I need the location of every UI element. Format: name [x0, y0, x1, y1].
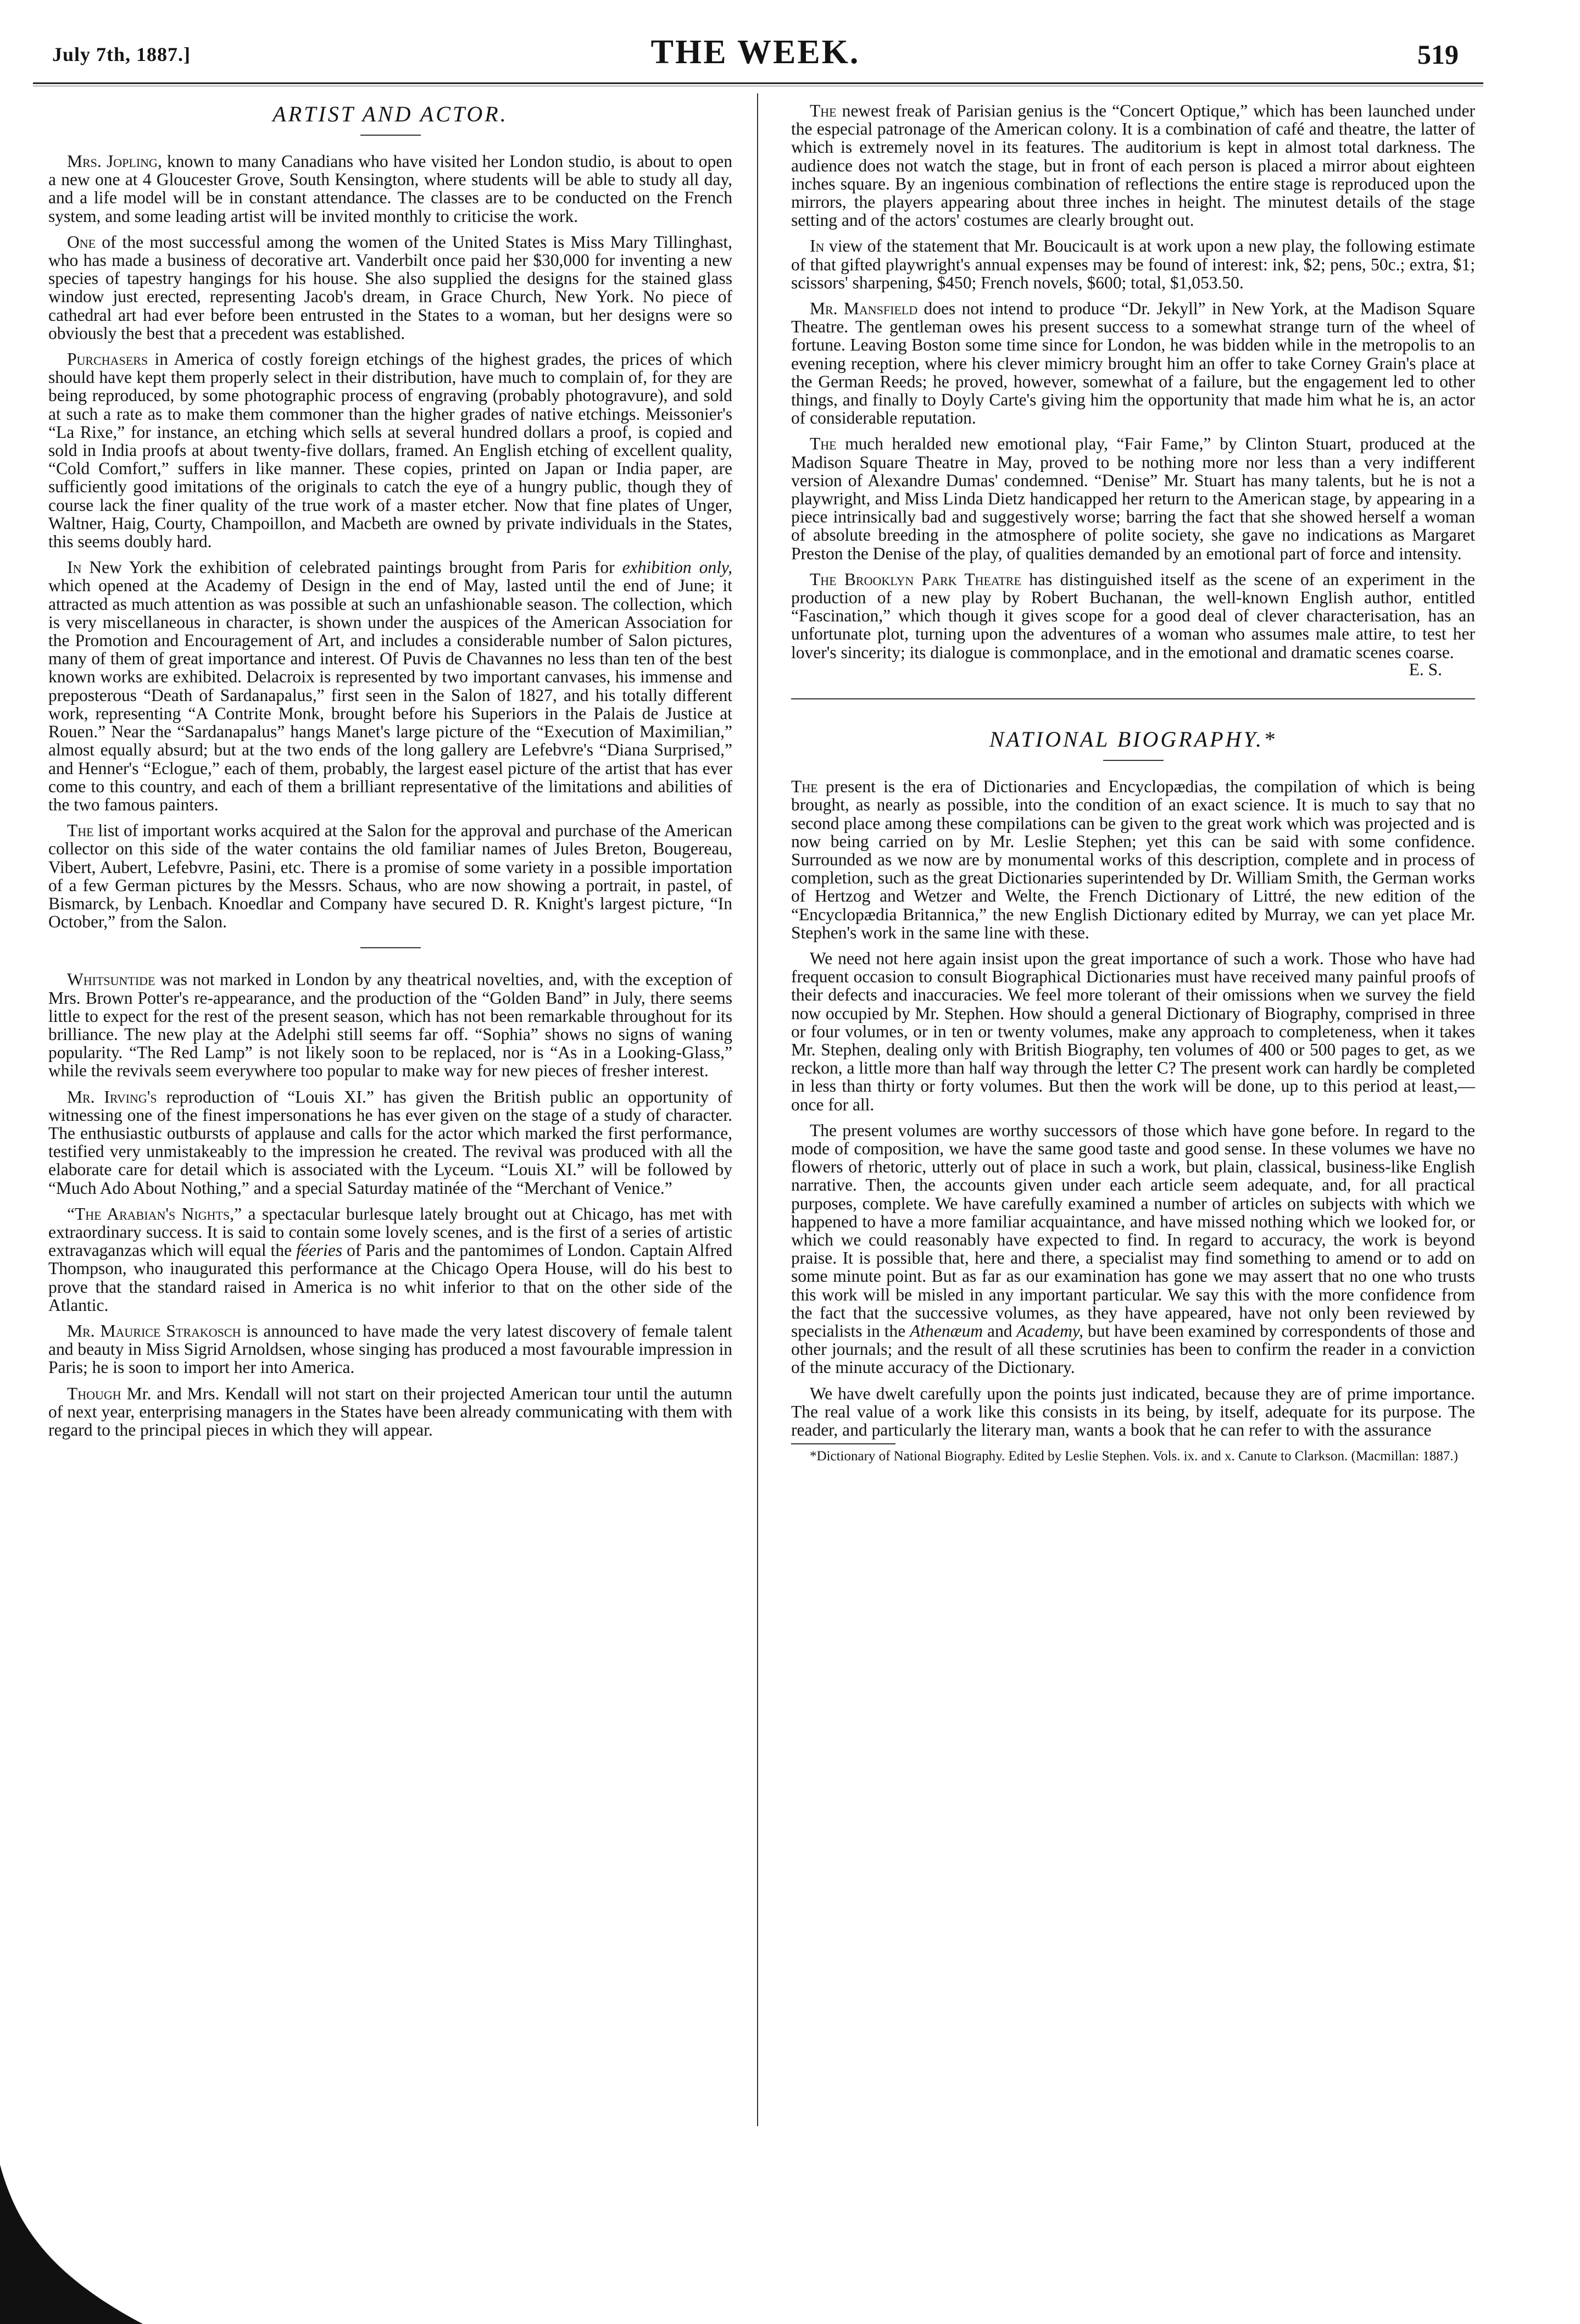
footnote: *Dictionary of National Biography. Edited by Leslie Stephen. Vols. ix. and x. Canute to Clarkson. (Macmillan: 1887.) [810, 1449, 1458, 1464]
masthead [52, 33, 1459, 77]
section-break-rule [791, 698, 1475, 699]
paragraph-text: does not intend to produce “Dr. Jekyll” in New York, at the Madison Square Theatre. The gentleman owes his present success to a somewhat strange turn of the wheel of fortune. Leaving Boston some time since for London, he was bidden while in the metropolis to an evening reception, where his clever mimicry brought him an offer to take Corney Grain's place at the German Reeds; he proved, however, somewhat of a failure, but the engagement led to other things, and finally to Doyly Carte's giving him the opportunity that made him what he is, an actor of considerable reputation. [791, 299, 1476, 428]
emphasis-text: exhibition only, [622, 558, 733, 577]
issue-date: July 7th, 1887.] [52, 43, 191, 65]
paragraph-new-york-exhibition [48, 558, 732, 814]
paragraph-text: view of the statement that Mr. Boucicault is at work upon a new play, the following estimate of that gifted playwright's annual expenses may be found of interest: ink, $2; pens, 50c.; extra, $1; scissors' sharpening, $450; French novels, $600; total, $1,053.50. [791, 236, 1475, 292]
paragraph-text: is announced to have made the very latest discovery of female talent and beauty in Miss Sigrid Arnoldsen, whose singing has produced a most favourable impression in Paris; he is soon to import her into America. [48, 1321, 733, 1377]
paragraph-text: a spectacular burlesque lately brought out at Chicago, has met with extraordinary success. It is said to contain some lovely scenes, and is the first of a series of artistic extravaganzas which will equal the [48, 1204, 732, 1260]
paragraph-text: of Paris and the pantomimes of London. Captain Alfred Thompson, who inaugurated this performance at the Chicago Opera House, will do his best to prove that the standard raised in America is no whit inferior to that on the other side of the Atlantic. [48, 1241, 732, 1315]
title-rule [1103, 760, 1164, 761]
paragraph-text: in America of costly foreign etchings of the highest grades, the prices of which should have kept them properly select in their distribution, have much to complain of, for they are being reproduced, by some photographic process of engraving (probably photogravure), and sold at such a rate as to make them commoner than the higher grades of native etchings. Meissonier's “La Rixe,” for instance, an etching which sells at several hundred dollars a proof, is copied and sold in India proofs at about twenty-five dollars, framed. An English etching of excellent quality, “Cold Comfort,” suffers in like manner. These copies, printed on Japan or India paper, are sufficiently good imitations of the originals to catch the eye of a hungry public, though they of course lack the finer quality of the true work of a master etcher. Now that fine plates of Unger, Waltner, Haig, Courty, Champoillon, and Macbeth are owned by private individuals in the States, this seems doubly hard. [48, 349, 732, 552]
paragraph-text: but have been examined by correspondents of those and other journals; and the result of all these scrutinies has been to confirm the reader in a conviction of the minute accuracy of the Dictionary. [791, 1321, 1476, 1377]
lead-word: Mrs. Jopling, [67, 152, 162, 171]
lead-word: Purchasers [67, 349, 148, 369]
page-corner-shadow [0, 2159, 143, 2324]
lead-word: The [67, 821, 94, 841]
lead-word: Mr. Irving's [67, 1087, 157, 1107]
paragraph-text: We need not here again insist upon the great importance of such a work. Those who have had frequent occasion to consult Biographical Dictionaries must have received many painful proofs of their defects and inaccuracies. We feel more tolerant of their omissions when we survey the field now occupied by Mr. Stephen. How should a general Dictionary of Biography, comprised in three or four volumes, or in ten or twenty volumes, make any approach to completeness, when it takes Mr. Stephen, dealing only with British Biography, ten volumes of 400 or 500 pages to get, as we reckon, a little more than half way through the letter C? The present work can hardly be completed in less than thirty or forty volumes. But then the work will be done, up to this period at least,—once for all. [791, 948, 1475, 1114]
paragraph-text: and [983, 1321, 1017, 1341]
paragraph-text: New York the exhibition of celebrated paintings brought from Paris for [81, 558, 622, 577]
paragraph-text: We have dwelt carefully upon the points just indicated, because they are of prime importance. The real value of a work like this consists in its being, by itself, adequate for its purpose. The reader, and particularly the literary man, wants a book that he can refer to with the assurance [791, 1383, 1475, 1439]
lead-word: “The Arabian's Nights,” [67, 1204, 242, 1224]
header-rule [33, 82, 1483, 84]
paragraph-boucicault [791, 237, 1475, 292]
paragraph-text: newest freak of Parisian genius is the “Concert Optique,” which has been launched under the especial patronage of the American colony. It is a combination of café and theatre, the latter of which is extremely novel in its features. The auditorium is kept in almost total darkness. The audience does not watch the stage, but in front of each person is placed a mirror about eighteen inches square. By an ingenious combination of reflections the entire stage is reproduced upon the mirrors, the players appearing about three inches in height. The minutest details of the stage setting and of the actors' costumes are clearly brought out. [791, 101, 1475, 230]
page-number: 519 [1417, 39, 1459, 70]
paragraph-present-volumes [791, 1121, 1475, 1377]
paragraph-text: much heralded new emotional play, “Fair Fame,” by Clinton Stuart, produced at the Madison Square Theatre in May, proved to be nothing more nor less than a very indifferent version of Alexandre Dumas' condemned. “Denise” Mr. Stuart has many talents, but he is not a playwright, and Miss Linda Dietz handicapped her return to the American stage, by appearing in a piece intrinsically bad and suggestively worse; barring the fact that she showed herself a woman of absolute breeding in the atmosphere of polite society, she gave no indications as Margaret Preston the Denise of the play, of qualities demanded by an emotional part of force and intensity. [791, 434, 1475, 563]
paragraph-tillinghast [48, 233, 732, 342]
title-rule [360, 135, 421, 136]
author-signature: E. S. [1409, 659, 1442, 679]
paragraph-text: The present volumes are worthy successors of those which have gone before. In regard to the mode of composition, we have the same good taste and good sense. In these volumes we have no flowers of rhetoric, utterly out of place in such a work, but plain, classical, business-like English narrative. Then, the accounts given under each article seem adequate, and, for all practical purposes, complete. We have carefully examined a number of articles on subjects with which we happened to have a more familiar acquaintance, and have missed nothing which we looked for, or which we could reasonably have expected to find. In regard to accuracy, the work is beyond praise. It is possible that, here and there, a specialist may find something to amend or to add on some minute point. But as far as our examination has gone we may assert that no one who trusts this work will be misled in any important particular. We say this with the more confidence from the fact that the successive volumes, as they have appeared, have not only been reviewed by specialists in the [791, 1120, 1475, 1341]
paragraph-kendall [48, 1385, 732, 1439]
paragraph-purchasers [48, 350, 732, 551]
paragraph-text: which opened at the Academy of Design in the end of May, lasted until the end of June; it attracted as much attention as was possible at such an unfashionable season. The collection, which is very miscellaneous in character, is shown under the auspices of the American Association for the Promotion and Encouragement of Art, and includes a considerable number of Salon pictures, many of them of great importance and interest. Of Puvis de Chavannes no less than ten of the best known works are exhibited. Delacroix is represented by two important canvases, his immense and preposterous “Death of Sardanapalus,” first seen in the Salon of 1827, and his totally different work, representing “A Contrite Monk, brought before his Superiors in the Palais de Justice at Rouen.” Near the “Sardanapalus” hangs Manet's large picture of the “Execution of Maximilian,” almost equally absurd; but at the two ends of the long gallery are Lefebvre's “Diana Surprised,” and Henner's “Eclogue,” each of them, probably, the largest easel picture of the artist that has ever come to this country, and each of them a brilliant representative of the limitations and abilities of the two famous painters. [48, 576, 732, 814]
lead-word: Whitsuntide [67, 970, 155, 989]
lead-word: The [810, 101, 837, 120]
emphasis-text: Athenæum [910, 1321, 983, 1341]
paragraph-text: list of important works acquired at the Salon for the approval and purchase of the American collector on this side of the water contains the old familiar names of Jules Breton, Bougereau, Vibert, Aubert, Lefebvre, Pasini, etc. There is a promise of some variety in a possible importation of a few German pictures by the Messrs. Schaus, who are now showing a portrait, in pastel, of Bismarck, by Lenbach. Knoedlar and Company have secured D. R. Knight's largest picture, “In October,” from the Salon. [48, 821, 732, 932]
right-column [791, 102, 1475, 1464]
paragraph-arabian-nights [48, 1205, 732, 1314]
paragraph-brooklyn-park [791, 570, 1475, 661]
paragraph-strakosch [48, 1322, 732, 1377]
paragraph-prime-importance [791, 1385, 1475, 1439]
paragraph-text: was not marked in London by any theatrical novelties, and, with the exception of Mrs. Brown Potter's re-appearance, and the production of the “Golden Band” in July, there seems little to expect for the rest of the present season, which has not been remarkable throughout for its brilliance. The new play at the Adelphi still seems far off. “Sophia” shows no signs of waning popularity. “The Red Lamp” is not likely soon to be replaced, nor is “As in a Looking-Glass,” while the revivals seem everywhere too popular to make way for new pieces of fresher interest. [48, 970, 732, 1081]
lead-word: Though [67, 1383, 121, 1403]
paragraph-irving [48, 1088, 732, 1197]
paragraph-text: has distinguished itself as the scene of an experiment in the production of a new play by Robert Buchanan, the well-known English author, entitled “Fascination,” which though it gives scope for a good deal of clever characterisation, has an unfortunate plot, turning upon the adventures of a woman who assumes male attire, to test her lover's sincerity; its dialogue is commonplace, and in the emotional and dramatic scenes coarse. [791, 569, 1475, 662]
emphasis-text: Academy, [1016, 1321, 1083, 1341]
lead-word: One [67, 232, 96, 252]
paragraph-concert-optique [791, 102, 1475, 229]
paragraph-dictionaries [791, 777, 1475, 942]
paragraph-text: known to many Canadians who have visited her London studio, is about to open a new one at 4 Gloucester Grove, South Kensington, where students will be able to study all day, and a life model will be in constant attendance. The classes are to be conducted on the French system, and some leading artist will be invited monthly to criticise the work. [48, 152, 732, 226]
paragraph-text: present is the era of Dictionaries and Encyclopædias, the compilation of which is being brought, as nearly as possible, into the condition of an exact science. It is much to say that no second place among these compilations can be given to the great work which was projected and is now being carried on by Mr. Leslie Stephen; yet this can be said with some confidence. Surrounded as we now are by monumental works of this description, complete and in process of completion, such as the great Dictionaries superintended by Dr. William Smith, the German works of Hertzog and Wetzer and Welte, the French Dictionary of Littré, the new edition of the “Encyclopædia Britannica,” the new English Dictionary edited by Murray, we can yet place Mr. Stephen's work in the same line with these. [791, 777, 1475, 942]
paragraph-text: of the most successful among the women of the United States is Miss Mary Tillinghast, who has made a business of decorative art. Vanderbilt once paid her $30,000 for inventing a new species of tapestry hangings for his house. She also supplied the designs for the stained glass window just erected, representing Jacob's dream, in Grace Church, New York. No piece of cathedral art had ever before been entrusted in the States to a woman, but her designs were so obviously the best that a precedent was established. [48, 232, 732, 343]
paragraph-fair-fame [791, 435, 1475, 562]
emphasis-text: féeries [296, 1241, 343, 1260]
lead-word: The [810, 434, 837, 454]
lead-word: In [810, 236, 825, 256]
publication-title: THE WEEK. [650, 34, 860, 71]
paragraph-whitsuntide [48, 970, 732, 1080]
section-title-national-biography: NATIONAL BIOGRAPHY.* [989, 727, 1277, 752]
paragraph-importance [791, 949, 1475, 1114]
section-title-artist-and-actor: ARTIST AND ACTOR. [272, 102, 508, 126]
paragraph-jopling [48, 152, 732, 225]
paragraph-mansfield [791, 299, 1475, 427]
lead-word: Mr. Maurice Strakosch [67, 1321, 241, 1341]
column-divider [757, 93, 758, 2126]
lead-word: The [791, 777, 818, 797]
left-column [48, 102, 732, 1447]
paragraph-text: reproduction of “Louis XI.” has given the British public an opportunity of witnessing one of the finest impersonations he has ever given on the stage of a study of character. The enthusiastic outbursts of applause and calls for the actor which marked the first performance, testified very unmistakeably to the impression he created. The revival was produced with all the elaborate care for detail which is associated with the Lyceum. “Louis XI.” will be followed by “Much Ado About Nothing,” and a special Saturday matinée of the “Merchant of Venice.” [48, 1087, 733, 1198]
paragraph-text: Mr. and Mrs. Kendall will not start on their projected American tour until the autumn of next year, enterprising managers in the States have been already communicating with them with regard to the principal pieces in which they will appear. [48, 1383, 732, 1439]
footnote-rule [791, 1443, 895, 1444]
lead-word: Mr. Mansfield [810, 299, 918, 319]
section-break-rule [360, 947, 421, 948]
paragraph-salon-list [48, 821, 732, 931]
lead-word: The Brooklyn Park Theatre [810, 569, 1021, 589]
lead-word: In [67, 558, 82, 577]
